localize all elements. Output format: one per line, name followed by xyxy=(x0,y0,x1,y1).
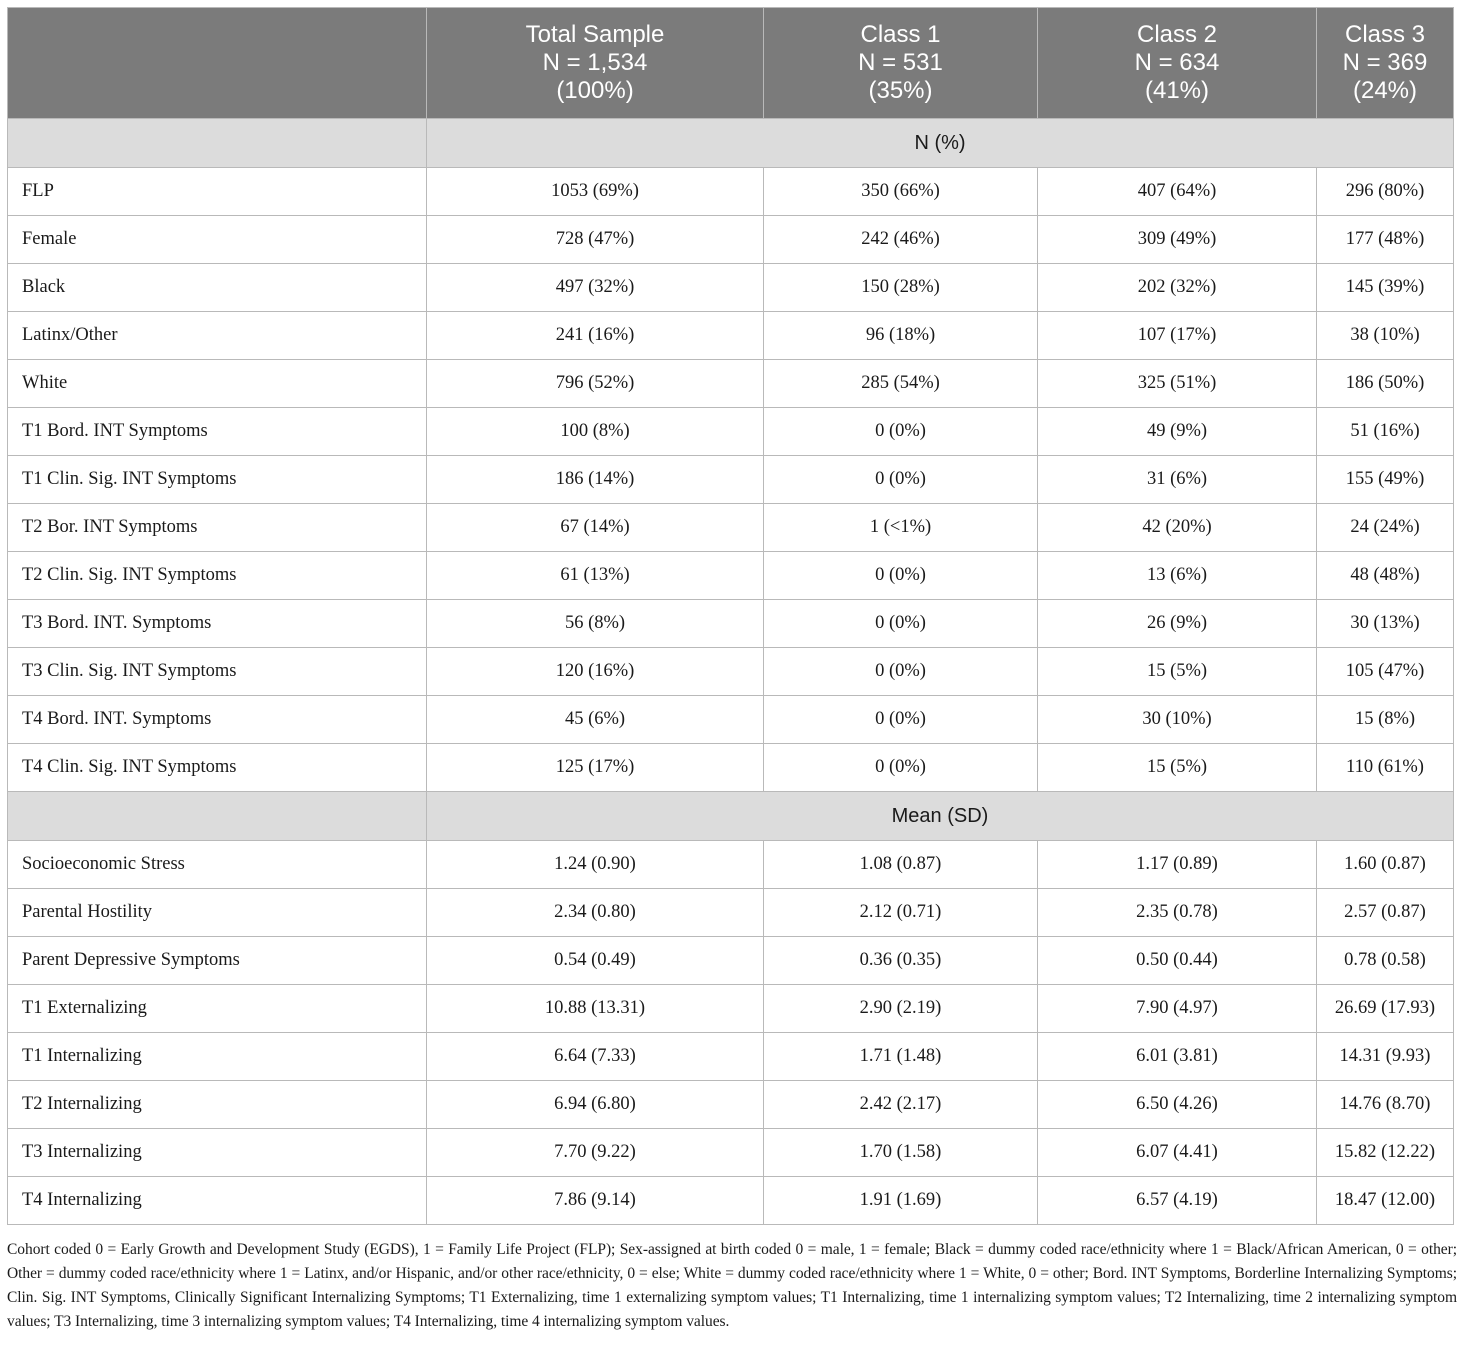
table-row xyxy=(8,408,1454,456)
table-row xyxy=(8,744,1454,792)
header-cell-class-3 xyxy=(1317,8,1454,119)
table-cell: 7.86 (9.14) xyxy=(427,1177,764,1225)
row-label: T2 Clin. Sig. INT Symptoms xyxy=(8,552,427,600)
table-row xyxy=(8,1129,1454,1177)
table-row xyxy=(8,216,1454,264)
table-cell: 105 (47%) xyxy=(1317,648,1454,696)
column-n: N = 531 xyxy=(858,49,943,76)
table-row xyxy=(8,264,1454,312)
table-cell: 1.71 (1.48) xyxy=(764,1033,1038,1081)
table-cell: 120 (16%) xyxy=(427,648,764,696)
table-cell: 6.07 (4.41) xyxy=(1038,1129,1317,1177)
table-cell: 6.94 (6.80) xyxy=(427,1081,764,1129)
table-cell: 2.34 (0.80) xyxy=(427,889,764,937)
row-label: Black xyxy=(8,264,427,312)
header-cell-class-2 xyxy=(1038,8,1317,119)
table-cell: 15 (8%) xyxy=(1317,696,1454,744)
table-body xyxy=(8,119,1454,1225)
table-cell: 26 (9%) xyxy=(1038,600,1317,648)
table-cell: 45 (6%) xyxy=(427,696,764,744)
table-cell: 2.35 (0.78) xyxy=(1038,889,1317,937)
table-cell: 14.76 (8.70) xyxy=(1317,1081,1454,1129)
table-cell: 24 (24%) xyxy=(1317,504,1454,552)
table-cell: 48 (48%) xyxy=(1317,552,1454,600)
row-label: Female xyxy=(8,216,427,264)
table-cell: 150 (28%) xyxy=(764,264,1038,312)
table-cell: 0 (0%) xyxy=(764,552,1038,600)
table-cell: 0 (0%) xyxy=(764,456,1038,504)
table-cell: 2.57 (0.87) xyxy=(1317,889,1454,937)
row-label: T4 Clin. Sig. INT Symptoms xyxy=(8,744,427,792)
table-cell: 67 (14%) xyxy=(427,504,764,552)
table-cell: 497 (32%) xyxy=(427,264,764,312)
table-cell: 56 (8%) xyxy=(427,600,764,648)
table-cell: 0 (0%) xyxy=(764,744,1038,792)
table-cell: 6.50 (4.26) xyxy=(1038,1081,1317,1129)
section-header-row xyxy=(8,119,1454,168)
table-cell: 309 (49%) xyxy=(1038,216,1317,264)
table-row xyxy=(8,1177,1454,1225)
table-row xyxy=(8,1033,1454,1081)
table-cell: 407 (64%) xyxy=(1038,168,1317,216)
table-cell: 15 (5%) xyxy=(1038,744,1317,792)
table-cell: 145 (39%) xyxy=(1317,264,1454,312)
table-cell: 30 (10%) xyxy=(1038,696,1317,744)
column-n: N = 634 xyxy=(1134,49,1220,76)
column-n: N = 369 xyxy=(1342,49,1428,76)
header-row xyxy=(8,8,1454,119)
table-cell: 6.64 (7.33) xyxy=(427,1033,764,1081)
row-label: T2 Bor. INT Symptoms xyxy=(8,504,427,552)
table-row xyxy=(8,504,1454,552)
column-pct: (35%) xyxy=(868,77,933,104)
table-cell: 296 (80%) xyxy=(1317,168,1454,216)
table-cell: 285 (54%) xyxy=(764,360,1038,408)
table-cell: 2.12 (0.71) xyxy=(764,889,1038,937)
class-characteristics-table xyxy=(7,7,1454,1225)
table-cell: 242 (46%) xyxy=(764,216,1038,264)
table-cell: 13 (6%) xyxy=(1038,552,1317,600)
section-blank-cell xyxy=(8,119,427,168)
table-cell: 0 (0%) xyxy=(764,696,1038,744)
table-cell: 7.90 (4.97) xyxy=(1038,985,1317,1033)
table-cell: 155 (49%) xyxy=(1317,456,1454,504)
table-footnote: Cohort coded 0 = Early Growth and Development Study (EGDS), 1 = Family Life Project (FLP); Sex-assigned at birth coded 0 = male, 1 = female; Black = dummy coded race/ethnicity where 1 = Black/African American, 0 = other; Other = dummy coded race/ethnicity where 1 = Latinx, and/or Hispanic, and/or other race/ethnicity, 0 = else; White = dummy coded race/ethnicity where 1 = White, 0 = other; Bord. INT Symptoms, Borderline Internalizing Symptoms; Clin. Sig. INT Symptoms, Clinically Significant Internalizing Symptoms; T1 Externalizing, time 1 externalizing symptom values; T1 Internalizing, time 1 internalizing symptom values; T2 Internalizing, time 2 internalizing symptom values; T3 Internalizing, time 3 internalizing symptom values; T4 Internalizing, time 4 internalizing symptom values. xyxy=(7,1241,1457,1330)
table-cell: 14.31 (9.93) xyxy=(1317,1033,1454,1081)
table-cell: 796 (52%) xyxy=(427,360,764,408)
table-row xyxy=(8,648,1454,696)
table-cell: 31 (6%) xyxy=(1038,456,1317,504)
column-pct: (24%) xyxy=(1352,77,1418,104)
table-row xyxy=(8,937,1454,985)
column-title: Total Sample xyxy=(525,21,665,48)
table-row xyxy=(8,360,1454,408)
table-cell: 186 (14%) xyxy=(427,456,764,504)
table-row xyxy=(8,841,1454,889)
row-label: T1 Externalizing xyxy=(8,985,427,1033)
table-cell: 38 (10%) xyxy=(1317,312,1454,360)
table-cell: 0.78 (0.58) xyxy=(1317,937,1454,985)
table-cell: 26.69 (17.93) xyxy=(1317,985,1454,1033)
row-label: T3 Clin. Sig. INT Symptoms xyxy=(8,648,427,696)
table-cell: 1.60 (0.87) xyxy=(1317,841,1454,889)
table-cell: 1 (<1%) xyxy=(764,504,1038,552)
table-row xyxy=(8,889,1454,937)
row-label: T4 Internalizing xyxy=(8,1177,427,1225)
row-label: FLP xyxy=(8,168,427,216)
table-cell: 1.24 (0.90) xyxy=(427,841,764,889)
header-cell-label xyxy=(8,8,427,119)
table-cell: 110 (61%) xyxy=(1317,744,1454,792)
row-label: T2 Internalizing xyxy=(8,1081,427,1129)
section-label: N (%) xyxy=(427,119,1454,168)
table-cell: 61 (13%) xyxy=(427,552,764,600)
column-pct: (100%) xyxy=(556,77,634,104)
table-cell: 42 (20%) xyxy=(1038,504,1317,552)
table-cell: 1.91 (1.69) xyxy=(764,1177,1038,1225)
table-cell: 0 (0%) xyxy=(764,648,1038,696)
table-row xyxy=(8,1081,1454,1129)
table-cell: 10.88 (13.31) xyxy=(427,985,764,1033)
table-row xyxy=(8,600,1454,648)
table-cell: 1.70 (1.58) xyxy=(764,1129,1038,1177)
table-cell: 0.36 (0.35) xyxy=(764,937,1038,985)
section-blank-cell xyxy=(8,792,427,841)
table-cell: 100 (8%) xyxy=(427,408,764,456)
table-cell: 186 (50%) xyxy=(1317,360,1454,408)
table-cell: 177 (48%) xyxy=(1317,216,1454,264)
table-cell: 6.01 (3.81) xyxy=(1038,1033,1317,1081)
column-title: Class 1 xyxy=(860,21,941,48)
section-label: Mean (SD) xyxy=(427,792,1454,841)
table-row xyxy=(8,552,1454,600)
column-title: Class 2 xyxy=(1136,21,1218,48)
table-cell: 96 (18%) xyxy=(764,312,1038,360)
column-title: Class 3 xyxy=(1344,21,1426,48)
row-label: White xyxy=(8,360,427,408)
table-cell: 15.82 (12.22) xyxy=(1317,1129,1454,1177)
table-row xyxy=(8,456,1454,504)
table-cell: 202 (32%) xyxy=(1038,264,1317,312)
table-cell: 2.90 (2.19) xyxy=(764,985,1038,1033)
section-header-row xyxy=(8,792,1454,841)
table-cell: 30 (13%) xyxy=(1317,600,1454,648)
row-label: Socioeconomic Stress xyxy=(8,841,427,889)
header-cell-total-sample xyxy=(427,8,764,119)
table-cell: 49 (9%) xyxy=(1038,408,1317,456)
row-label: T3 Bord. INT. Symptoms xyxy=(8,600,427,648)
row-label: T3 Internalizing xyxy=(8,1129,427,1177)
table-cell: 0 (0%) xyxy=(764,408,1038,456)
table-cell: 51 (16%) xyxy=(1317,408,1454,456)
row-label: Parent Depressive Symptoms xyxy=(8,937,427,985)
table-cell: 728 (47%) xyxy=(427,216,764,264)
table-cell: 6.57 (4.19) xyxy=(1038,1177,1317,1225)
table-cell: 325 (51%) xyxy=(1038,360,1317,408)
table-cell: 1.08 (0.87) xyxy=(764,841,1038,889)
table-cell: 0 (0%) xyxy=(764,600,1038,648)
table-header xyxy=(8,8,1454,119)
table-cell: 7.70 (9.22) xyxy=(427,1129,764,1177)
table-cell: 241 (16%) xyxy=(427,312,764,360)
table-row xyxy=(8,696,1454,744)
column-pct: (41%) xyxy=(1144,77,1210,104)
row-label: Parental Hostility xyxy=(8,889,427,937)
row-label: T4 Bord. INT. Symptoms xyxy=(8,696,427,744)
row-label: Latinx/Other xyxy=(8,312,427,360)
row-label: T1 Clin. Sig. INT Symptoms xyxy=(8,456,427,504)
table-cell: 125 (17%) xyxy=(427,744,764,792)
table-cell: 0.54 (0.49) xyxy=(427,937,764,985)
table-cell: 15 (5%) xyxy=(1038,648,1317,696)
header-cell-class-1 xyxy=(764,8,1038,119)
table-cell: 1053 (69%) xyxy=(427,168,764,216)
table-row xyxy=(8,168,1454,216)
table-cell: 0.50 (0.44) xyxy=(1038,937,1317,985)
table-row xyxy=(8,985,1454,1033)
table-cell: 107 (17%) xyxy=(1038,312,1317,360)
row-label: T1 Internalizing xyxy=(8,1033,427,1081)
column-n: N = 1,534 xyxy=(542,49,648,76)
table-cell: 350 (66%) xyxy=(764,168,1038,216)
table-cell: 1.17 (0.89) xyxy=(1038,841,1317,889)
table-cell: 2.42 (2.17) xyxy=(764,1081,1038,1129)
row-label: T1 Bord. INT Symptoms xyxy=(8,408,427,456)
table-cell: 18.47 (12.00) xyxy=(1317,1177,1454,1225)
table-row xyxy=(8,312,1454,360)
